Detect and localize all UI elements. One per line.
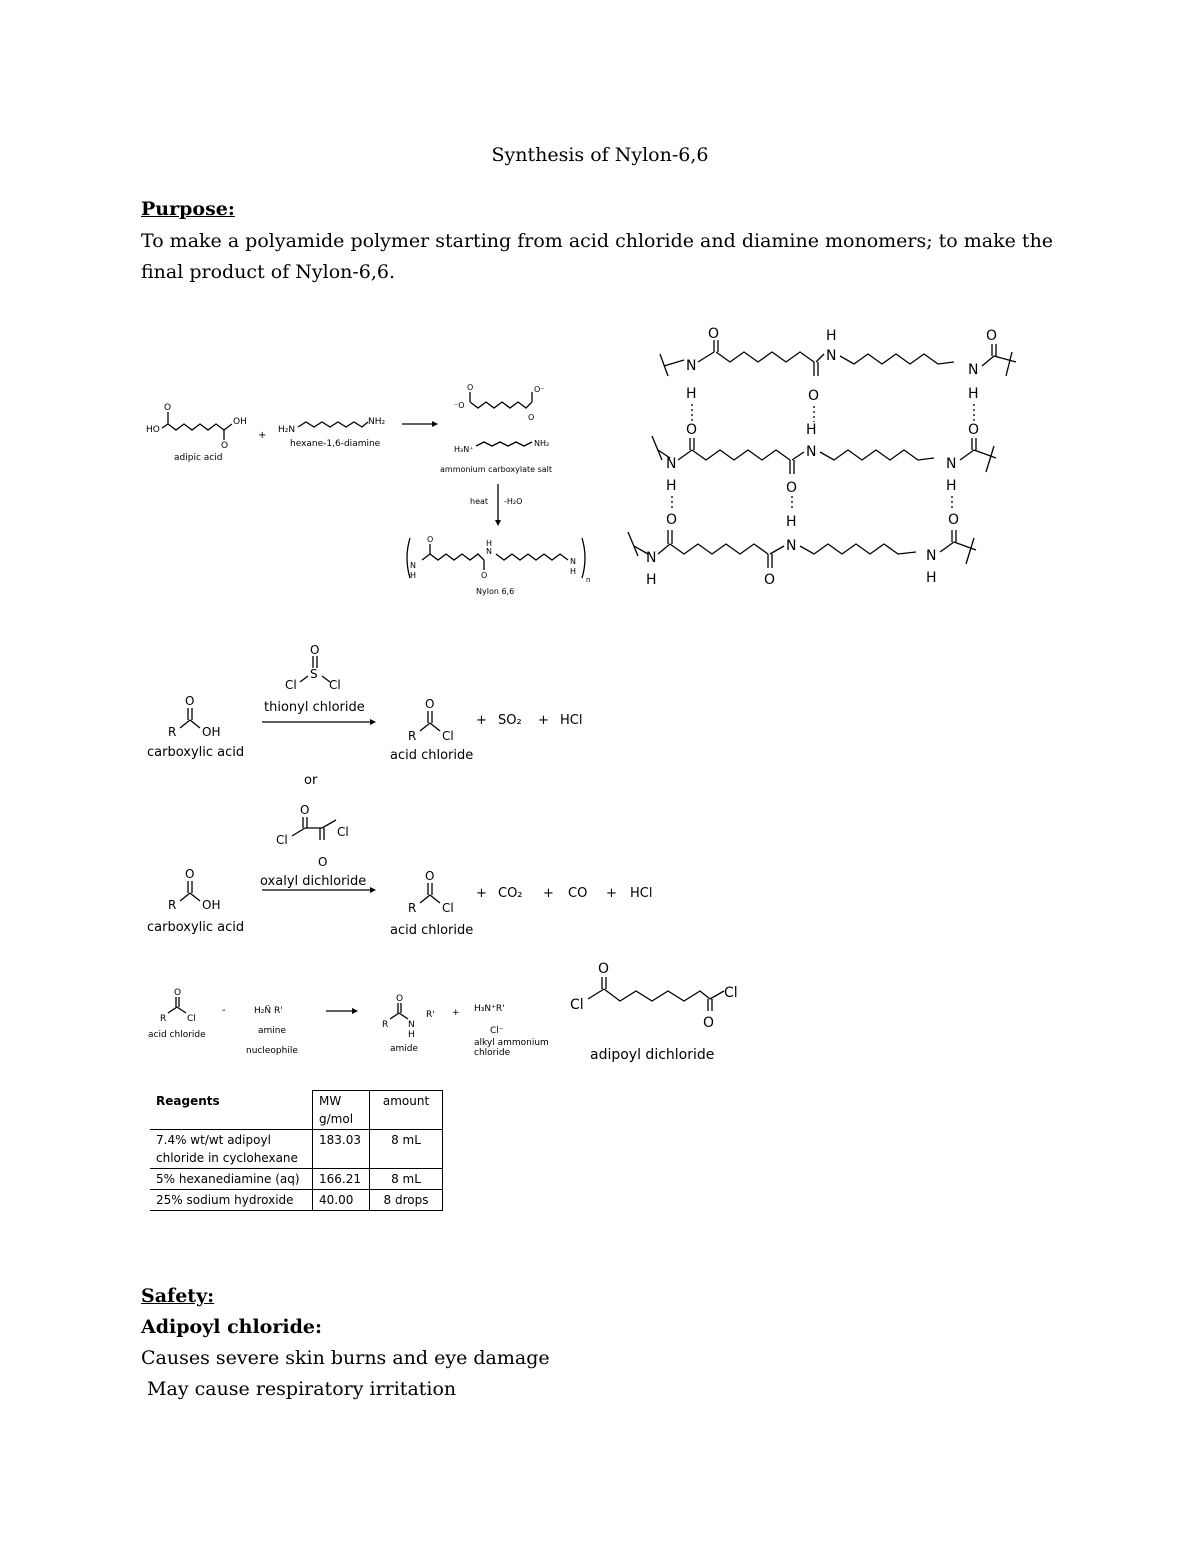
svg-text:+: + — [258, 430, 267, 441]
adipoyl-chloride-heading: Adipoyl chloride: — [141, 1316, 322, 1338]
water-loss-label: -H₂O — [504, 497, 523, 506]
svg-text:N: N — [646, 550, 657, 566]
salt-label: ammonium carboxylate salt — [440, 465, 553, 474]
acid-chloride-label-2: acid chloride — [390, 923, 474, 938]
svg-text:NH₂: NH₂ — [534, 439, 550, 448]
svg-text:N: N — [666, 456, 677, 472]
acid-chloride-2 — [390, 869, 473, 938]
svg-text:H: H — [570, 567, 577, 576]
table-header: amount — [370, 1091, 443, 1130]
plus-sign: + — [538, 713, 549, 728]
svg-text:O: O — [467, 383, 474, 392]
svg-text:H: H — [968, 386, 979, 402]
svg-text:R: R — [168, 725, 177, 739]
ammonium-salt-structure — [474, 1004, 549, 1058]
svg-text:Cl: Cl — [724, 985, 738, 1001]
amide-label: amide — [390, 1044, 419, 1054]
plus-sign: + — [543, 886, 554, 901]
svg-text:O: O — [808, 388, 820, 404]
carbon-monoxide: CO — [568, 886, 588, 901]
svg-text:N: N — [946, 456, 957, 472]
table-row — [150, 1190, 443, 1211]
svg-text:O: O — [528, 413, 535, 422]
svg-text:H: H — [410, 571, 417, 580]
chain-1 — [660, 326, 1016, 404]
plus-sign: + — [476, 886, 487, 901]
svg-text:Cl: Cl — [570, 997, 584, 1013]
svg-text:N: N — [410, 561, 416, 570]
carboxylic-acid-label-1: carboxylic acid — [147, 745, 245, 760]
svg-text:O: O — [425, 697, 435, 711]
svg-text:H₂N̈ R': H₂N̈ R' — [254, 1006, 283, 1016]
svg-text:R: R — [168, 898, 177, 912]
amine-label: amine — [258, 1026, 287, 1036]
svg-text:O: O — [396, 994, 404, 1004]
svg-text:H: H — [826, 328, 837, 344]
hydrogen-chloride: HCl — [560, 713, 583, 728]
svg-text:O: O — [221, 441, 229, 451]
amide-formation-scheme — [140, 955, 760, 1075]
purpose-text: To make a polyamide polymer starting from acid chloride and diamine monomers; to make the final product of Nylon-6,6. — [141, 230, 1054, 283]
safety-heading: Safety: — [141, 1285, 215, 1307]
nylon-synthesis-scheme — [140, 380, 610, 610]
chain-2 — [652, 422, 996, 496]
svg-text:N: N — [926, 548, 937, 564]
svg-text:O: O — [703, 1015, 715, 1031]
svg-text:R: R — [160, 1014, 167, 1024]
svg-text:H: H — [408, 1030, 415, 1040]
adipic-acid-structure — [146, 403, 247, 463]
svg-text:Cl: Cl — [337, 825, 349, 839]
svg-text:O: O — [185, 867, 195, 881]
carbon-dioxide: CO₂ — [498, 886, 523, 901]
svg-text:R: R — [408, 729, 417, 743]
acid-chloride-label-3: acid chloride — [148, 1030, 206, 1040]
table-cell: 5% hexanediamine (aq) — [150, 1169, 313, 1190]
thionyl-chloride-label: thionyl chloride — [264, 700, 365, 715]
hexanediamine-label: hexane-1,6-diamine — [290, 439, 381, 449]
adipoyl-dichloride-structure — [570, 961, 738, 1063]
page-title: Synthesis of Nylon-6,6 — [491, 144, 709, 166]
svg-text:O: O — [300, 803, 310, 817]
table-header: MW g/mol — [313, 1091, 370, 1130]
svg-text:N: N — [826, 348, 837, 364]
adipic-acid-label: adipic acid — [174, 453, 223, 463]
acid-chloride-1 — [390, 697, 473, 763]
chloride-label: chloride — [474, 1048, 511, 1058]
oxalyl-dichloride-label: oxalyl dichloride — [260, 874, 367, 889]
hydrogen-bonding-diagram — [622, 326, 1032, 592]
svg-text:n: n — [586, 576, 591, 584]
svg-text:⁻O: ⁻O — [454, 401, 465, 410]
table-cell: 8 drops — [370, 1190, 443, 1211]
alkyl-ammonium-label: alkyl ammonium — [474, 1038, 549, 1048]
svg-text:Cl: Cl — [276, 833, 288, 847]
carboxylic-acid-2 — [147, 867, 244, 935]
svg-text:H₂N: H₂N — [278, 425, 296, 435]
svg-text:O: O — [185, 694, 195, 708]
thionyl-chloride-structure — [264, 643, 365, 715]
svg-text:N: N — [570, 557, 576, 566]
svg-text:O: O — [968, 422, 980, 438]
svg-text:H: H — [946, 478, 957, 494]
svg-text:O: O — [318, 855, 328, 869]
svg-text:Cl⁻: Cl⁻ — [490, 1026, 504, 1036]
acid-chloride-3 — [148, 988, 206, 1040]
svg-text:N: N — [806, 444, 817, 460]
nylon-product-structure — [407, 535, 590, 596]
svg-text:H: H — [926, 570, 937, 586]
purpose-heading: Purpose: — [141, 198, 235, 220]
svg-text:O: O — [310, 643, 320, 657]
svg-text:O: O — [598, 961, 610, 977]
plus-sign: + — [476, 713, 487, 728]
svg-text:Cl: Cl — [442, 729, 454, 743]
svg-text:OH: OH — [202, 898, 221, 912]
svg-text:O: O — [174, 988, 182, 998]
svg-text:O: O — [164, 403, 172, 413]
table-row — [150, 1130, 443, 1169]
svg-text:N: N — [968, 362, 979, 378]
svg-text:OH: OH — [202, 725, 221, 739]
hazard-statement: May cause respiratory irritation — [141, 1378, 457, 1400]
table-header-row — [150, 1091, 443, 1130]
svg-text:S: S — [310, 667, 318, 681]
svg-text:R': R' — [426, 1010, 435, 1020]
carboxylic-acid-label-2: carboxylic acid — [147, 920, 245, 935]
nucleophile-label: nucleophile — [246, 1046, 298, 1056]
svg-text:H₃N⁺: H₃N⁺ — [454, 445, 474, 454]
svg-text:Cl: Cl — [442, 901, 454, 915]
table-cell: 8 mL — [370, 1130, 443, 1169]
table-cell: 40.00 — [313, 1190, 370, 1211]
svg-text:OH: OH — [233, 417, 247, 427]
amide-structure — [382, 994, 435, 1054]
svg-text:H: H — [806, 422, 817, 438]
svg-text:R: R — [408, 901, 417, 915]
reagents-table — [150, 1090, 443, 1211]
or-label: or — [304, 773, 318, 788]
svg-text:Cl: Cl — [329, 678, 341, 692]
svg-text:H: H — [646, 572, 657, 588]
svg-text:O: O — [481, 571, 488, 580]
svg-text:H: H — [786, 514, 797, 530]
table-row — [150, 1169, 443, 1190]
hydrogen-chloride: HCl — [630, 886, 653, 901]
svg-text:O: O — [427, 535, 434, 544]
carboxylic-acid-1 — [147, 694, 244, 760]
table-cell: 25% sodium hydroxide — [150, 1190, 313, 1211]
amine-structure — [246, 1004, 298, 1056]
svg-text:H: H — [486, 539, 493, 548]
svg-text:O: O — [786, 480, 798, 496]
svg-text:O: O — [948, 512, 960, 528]
svg-text:Cl: Cl — [285, 678, 297, 692]
svg-text:N: N — [408, 1020, 415, 1030]
oxalyl-dichloride-structure — [260, 803, 366, 889]
acid-chloride-scheme — [140, 640, 653, 940]
table-cell: 166.21 — [313, 1169, 370, 1190]
carboxylate-salt-structure — [440, 383, 552, 474]
hexanediamine-structure — [278, 417, 386, 449]
table-header: Reagents — [150, 1091, 313, 1130]
nylon-label: Nylon 6,6 — [476, 587, 515, 596]
heat-label: heat — [470, 497, 489, 506]
table-cell: 183.03 — [313, 1130, 370, 1169]
sulfur-dioxide: SO₂ — [498, 713, 522, 728]
svg-text:R: R — [382, 1020, 389, 1030]
chain-3 — [628, 512, 976, 588]
acid-chloride-label-1: acid chloride — [390, 748, 474, 763]
hazard-statement: Causes severe skin burns and eye damage — [141, 1347, 550, 1369]
svg-text:O: O — [686, 422, 698, 438]
h-bonds-2 — [672, 496, 952, 510]
svg-text:N: N — [486, 547, 492, 556]
svg-text:O: O — [764, 572, 776, 588]
svg-text:+: + — [452, 1008, 460, 1018]
svg-text:N: N — [786, 538, 797, 554]
svg-text:O: O — [666, 512, 678, 528]
h-bonds-1 — [692, 404, 974, 422]
svg-text:O: O — [425, 869, 435, 883]
svg-text:NH₂: NH₂ — [368, 417, 386, 427]
svg-text:H₃N⁺R': H₃N⁺R' — [474, 1004, 505, 1014]
svg-text:HO: HO — [146, 425, 160, 435]
adipoyl-dichloride-label: adipoyl dichloride — [590, 1047, 715, 1063]
table-cell: 8 mL — [370, 1169, 443, 1190]
svg-text:H: H — [666, 478, 677, 494]
svg-text:H: H — [686, 386, 697, 402]
plus-sign: + — [606, 886, 617, 901]
svg-text:Cl: Cl — [187, 1014, 196, 1024]
table-cell: 7.4% wt/wt adipoyl chloride in cyclohexane — [150, 1130, 313, 1169]
svg-text:O⁻: O⁻ — [534, 385, 545, 394]
svg-text:-: - — [222, 1005, 226, 1016]
svg-text:O: O — [708, 326, 720, 342]
svg-text:O: O — [986, 328, 998, 344]
svg-text:N: N — [686, 358, 697, 374]
